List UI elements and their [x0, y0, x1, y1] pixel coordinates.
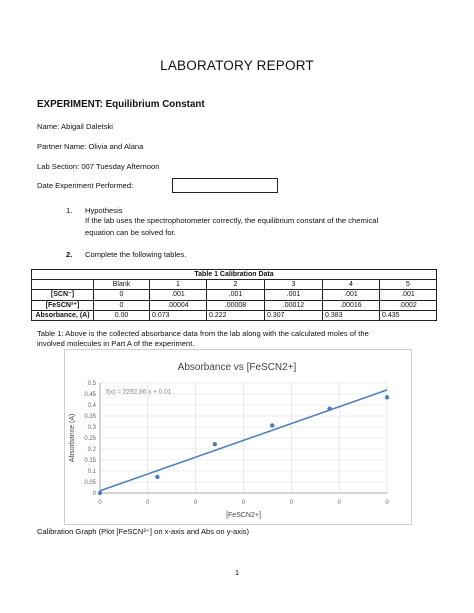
table-caption: Table 1 Calibration Data — [32, 270, 437, 280]
y-tick-label: 0.05 — [84, 480, 96, 486]
x-tick-label: 0 — [241, 500, 246, 506]
x-axis-label: [FeSCN2+] — [226, 512, 261, 519]
table-cell: .00008 — [207, 300, 265, 310]
chart-title: Absorbance vs [FeSCN2+] — [177, 362, 297, 373]
student-name: Name: Abigail Daletski — [37, 122, 113, 131]
item1-text-line2: equation can be solved for. — [85, 228, 176, 237]
table-row-absorbance — [32, 310, 437, 320]
table-cell: 0.073 — [150, 310, 207, 320]
x-tick-label: 0 — [289, 500, 294, 506]
item1-title: Hypothesis — [85, 206, 123, 215]
y-tick-label: 0.35 — [84, 414, 96, 420]
row-label: Absorbance, (A) — [32, 310, 94, 320]
header-cell: 3 — [265, 280, 323, 290]
data-point — [327, 407, 331, 411]
table-cell: 0.222 — [207, 310, 265, 320]
row-label: [FeSCN²⁺] — [32, 300, 94, 310]
report-title: LABORATORY REPORT — [160, 58, 314, 73]
table-cell: 0 — [94, 300, 150, 310]
item1-number: 1. — [66, 206, 73, 215]
partner-name: Partner Name: Olivia and Alana — [37, 142, 144, 151]
y-tick-label: 0.5 — [87, 381, 96, 387]
table-cell: .00012 — [265, 300, 323, 310]
date-field[interactable] — [172, 178, 278, 193]
table-cell: 0.307 — [265, 310, 323, 320]
data-point — [98, 491, 102, 495]
graph-caption: Calibration Graph (Plot [FeSCN²⁺] on x-axis and Abs on y-axis) — [37, 527, 250, 536]
row-label: [SCN⁻] — [32, 290, 94, 300]
y-tick-label: 0.3 — [87, 425, 96, 431]
table-cell: 0.435 — [380, 310, 437, 320]
table-row-scn — [32, 290, 437, 300]
y-tick-label: 0.25 — [84, 436, 96, 442]
x-tick-label: 0 — [385, 500, 389, 506]
x-tick-label: 0 — [337, 500, 341, 506]
y-tick-label: 0.4 — [87, 403, 96, 409]
x-tick-label: 0 — [98, 500, 102, 506]
header-cell — [32, 280, 94, 290]
data-point — [385, 395, 389, 399]
y-tick-label: 0 — [92, 491, 96, 497]
lab-section: Lab Section: 007 Tuesday Afternoon — [37, 162, 160, 171]
trendline-equation: f(x) = 2292.86 x + 0.01 — [106, 388, 172, 396]
page-number: 1 — [234, 568, 240, 577]
header-cell: 5 — [380, 280, 437, 290]
data-point — [270, 423, 274, 427]
table-cell: 0 — [94, 290, 150, 300]
calibration-table — [31, 269, 437, 321]
table-cell: 0.00 — [94, 310, 150, 320]
table-cell: .001 — [380, 290, 437, 300]
table-cell: .001 — [207, 290, 265, 300]
calibration-chart — [64, 349, 410, 523]
table-cell: 0.383 — [323, 310, 380, 320]
y-tick-label: 0.15 — [84, 458, 96, 464]
x-tick-label: 0 — [193, 500, 198, 506]
table-cell: .00004 — [150, 300, 207, 310]
x-tick-label: 0 — [146, 500, 150, 506]
table-row-fescn — [32, 300, 437, 310]
table-cell: .001 — [323, 290, 380, 300]
data-point — [155, 475, 159, 479]
table-cell: .00016 — [323, 300, 380, 310]
table-cell: .0002 — [380, 300, 437, 310]
y-axis-label: Absorbance (A) — [69, 413, 76, 463]
y-tick-label: 0.2 — [87, 447, 96, 453]
experiment-heading: EXPERIMENT: Equilibrium Constant — [37, 99, 205, 110]
table-cell: .001 — [150, 290, 207, 300]
table-header-row — [32, 280, 437, 290]
date-label: Date Experiment Performed: — [37, 181, 134, 190]
header-cell: 2 — [207, 280, 265, 290]
y-tick-label: 0.1 — [87, 469, 96, 475]
data-point — [213, 442, 217, 446]
header-cell: 1 — [150, 280, 207, 290]
item1-text-line1: If the lab uses the spectrophotometer correctly, the equilibrium constant of the chemical — [85, 216, 379, 225]
item2-number: 2. — [66, 250, 73, 259]
y-tick-label: 0.45 — [84, 392, 96, 398]
table-cell: .001 — [265, 290, 323, 300]
item2-text: Complete the following tables. — [85, 250, 187, 259]
table-note-line1: Table 1: Above is the collected absorbance data from the lab along with the calculated moles of the — [37, 329, 369, 338]
header-cell: Blank — [94, 280, 150, 290]
table-note-line2: involved molecules in Part A of the experiment. — [37, 339, 195, 348]
header-cell: 4 — [323, 280, 380, 290]
